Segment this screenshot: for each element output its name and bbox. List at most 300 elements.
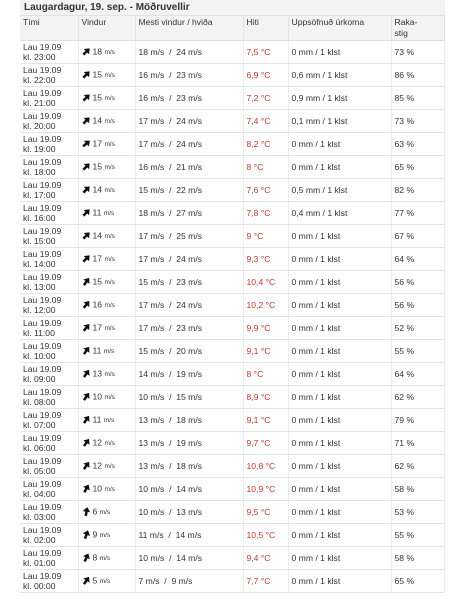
- row-date: Lau 19.09: [23, 456, 62, 466]
- wind-speed: 11: [92, 207, 102, 218]
- humidity-cell: 58 %: [391, 547, 444, 570]
- row-time: kl. 07:00: [23, 420, 56, 430]
- temp-unit: °C: [260, 116, 271, 126]
- time-cell: [20, 64, 78, 87]
- wind-direction-arrow-icon: [82, 139, 91, 148]
- wind-direction-arrow-icon: [82, 369, 91, 378]
- temp-value: 9,3: [246, 254, 259, 264]
- wind-direction-arrow-icon: [82, 254, 91, 263]
- wind-cell: [78, 386, 135, 409]
- temp-cell: [243, 363, 288, 386]
- humidity-cell: 79 %: [391, 409, 444, 432]
- row-date: Lau 19.09: [23, 203, 62, 213]
- observation-table: [20, 16, 445, 593]
- wind-unit: m/s: [103, 417, 115, 424]
- wind-unit: m/s: [103, 348, 115, 355]
- precip-cell: 0 mm / 1 klst: [288, 41, 391, 64]
- temp-unit: °C: [265, 484, 276, 494]
- wind-cell: [78, 64, 135, 87]
- table-row: [20, 133, 444, 156]
- wind-speed: 14: [92, 184, 103, 195]
- wind-direction-arrow-icon: [82, 415, 91, 424]
- wind-speed: 17: [92, 138, 103, 149]
- wind-direction-arrow-icon: [82, 93, 91, 102]
- temp-unit: °C: [253, 162, 264, 172]
- gust-cell: 10 m/s / 13 m/s: [135, 501, 243, 524]
- row-time: kl. 21:00: [23, 98, 56, 108]
- time-cell: [20, 501, 78, 524]
- humidity-cell: 56 %: [391, 271, 444, 294]
- wind-cell: [78, 570, 135, 593]
- row-date: Lau 19.09: [23, 318, 62, 328]
- wind-direction-arrow-icon: [82, 507, 91, 516]
- temp-unit: °C: [265, 300, 276, 310]
- humidity-cell: 67 %: [391, 225, 444, 248]
- wind-speed: 11: [92, 345, 102, 356]
- time-cell: [20, 156, 78, 179]
- precip-cell: 0,5 mm / 1 klst: [288, 179, 391, 202]
- temp-cell: [243, 455, 288, 478]
- col-temp-header: Hiti: [243, 16, 288, 41]
- wind-speed: 10: [92, 483, 103, 494]
- humidity-cell: 73 %: [391, 110, 444, 133]
- wind-unit: m/s: [104, 440, 115, 447]
- table-row: [20, 202, 444, 225]
- precip-cell: 0 mm / 1 klst: [288, 432, 391, 455]
- gust-cell: 16 m/s / 23 m/s: [135, 64, 243, 87]
- wind-cell: [78, 524, 135, 547]
- wind-cell: [78, 271, 135, 294]
- gust-cell: 13 m/s / 18 m/s: [135, 409, 243, 432]
- temp-cell: [243, 340, 288, 363]
- table-row: [20, 386, 444, 409]
- row-date: Lau 19.09: [23, 548, 62, 558]
- wind-direction-arrow-icon: [82, 185, 91, 194]
- row-date: Lau 19.09: [23, 571, 62, 581]
- wind-cell: [78, 317, 135, 340]
- temp-value: 9,4: [246, 553, 259, 563]
- wind-speed: 17: [92, 253, 103, 264]
- temp-cell: [243, 524, 288, 547]
- wind-speed: 12: [92, 460, 103, 471]
- time-cell: [20, 409, 78, 432]
- wind-speed: 15: [92, 161, 103, 172]
- temp-unit: °C: [260, 185, 271, 195]
- temp-value: 7,5: [246, 47, 259, 57]
- page-title: Laugardagur, 19. sep. - Möðruvellir: [20, 0, 445, 16]
- wind-unit: m/s: [104, 325, 115, 332]
- table-row: [20, 317, 444, 340]
- row-time: kl. 03:00: [23, 512, 56, 522]
- row-time: kl. 22:00: [23, 75, 56, 85]
- temp-value: 7,2: [246, 93, 259, 103]
- temp-unit: °C: [253, 369, 264, 379]
- precip-cell: 0 mm / 1 klst: [288, 478, 391, 501]
- precip-cell: 0 mm / 1 klst: [288, 547, 391, 570]
- wind-direction-arrow-icon: [82, 392, 91, 401]
- wind-speed: 8: [92, 552, 98, 563]
- humidity-cell: 55 %: [391, 340, 444, 363]
- gust-cell: 15 m/s / 20 m/s: [135, 340, 243, 363]
- col-time-header: Tími: [20, 16, 78, 41]
- gust-cell: 16 m/s / 21 m/s: [135, 156, 243, 179]
- temp-cell: [243, 87, 288, 110]
- time-cell: [20, 432, 78, 455]
- temp-cell: [243, 133, 288, 156]
- table-row: [20, 432, 444, 455]
- row-date: Lau 19.09: [23, 157, 62, 167]
- row-date: Lau 19.09: [23, 295, 62, 305]
- wind-direction-arrow-icon: [82, 323, 91, 332]
- row-time: kl. 00:00: [23, 581, 56, 591]
- humidity-header-line2: stig: [394, 28, 408, 38]
- temp-unit: °C: [253, 231, 264, 241]
- wind-unit: m/s: [104, 463, 115, 470]
- humidity-cell: 86 %: [391, 64, 444, 87]
- precip-cell: 0 mm / 1 klst: [288, 409, 391, 432]
- humidity-cell: 63 %: [391, 133, 444, 156]
- time-cell: [20, 363, 78, 386]
- temp-unit: °C: [265, 461, 276, 471]
- wind-cell: [78, 225, 135, 248]
- temp-unit: °C: [260, 47, 271, 57]
- temp-value: 7,7: [246, 576, 259, 586]
- gust-cell: 10 m/s / 14 m/s: [135, 478, 243, 501]
- row-time: kl. 13:00: [23, 282, 56, 292]
- temp-cell: [243, 409, 288, 432]
- wind-speed: 16: [92, 299, 103, 310]
- temp-value: 7,4: [246, 116, 259, 126]
- temp-value: 9,7: [246, 438, 259, 448]
- humidity-cell: 62 %: [391, 386, 444, 409]
- temp-value: 10,9: [246, 484, 264, 494]
- temp-cell: [243, 570, 288, 593]
- table-row: [20, 547, 444, 570]
- table-row: [20, 64, 444, 87]
- precip-cell: 0 mm / 1 klst: [288, 271, 391, 294]
- wind-cell: [78, 432, 135, 455]
- wind-unit: m/s: [104, 49, 115, 56]
- wind-unit: m/s: [104, 394, 115, 401]
- precip-cell: 0,1 mm / 1 klst: [288, 110, 391, 133]
- temp-value: 10,4: [246, 277, 264, 287]
- time-cell: [20, 386, 78, 409]
- temp-cell: [243, 478, 288, 501]
- time-cell: [20, 248, 78, 271]
- temp-value: 8,2: [246, 139, 259, 149]
- wind-unit: m/s: [99, 578, 111, 585]
- temp-cell: [243, 547, 288, 570]
- temp-cell: [243, 41, 288, 64]
- precip-cell: 0,6 mm / 1 klst: [288, 64, 391, 87]
- row-time: kl. 02:00: [23, 535, 56, 545]
- humidity-cell: 56 %: [391, 294, 444, 317]
- wind-unit: m/s: [99, 555, 111, 562]
- time-cell: [20, 179, 78, 202]
- row-time: kl. 23:00: [23, 52, 56, 62]
- time-cell: [20, 110, 78, 133]
- precip-cell: 0 mm / 1 klst: [288, 317, 391, 340]
- col-wind-header: Vindur: [78, 16, 135, 41]
- row-time: kl. 15:00: [23, 236, 56, 246]
- row-date: Lau 19.09: [23, 479, 62, 489]
- row-time: kl. 16:00: [23, 213, 56, 223]
- wind-cell: [78, 110, 135, 133]
- row-time: kl. 17:00: [23, 190, 56, 200]
- gust-cell: 17 m/s / 24 m/s: [135, 133, 243, 156]
- precip-cell: 0 mm / 1 klst: [288, 570, 391, 593]
- wind-speed: 15: [92, 69, 103, 80]
- temp-cell: [243, 271, 288, 294]
- gust-cell: 14 m/s / 19 m/s: [135, 363, 243, 386]
- temp-unit: °C: [260, 139, 271, 149]
- gust-cell: 10 m/s / 15 m/s: [135, 386, 243, 409]
- row-time: kl. 09:00: [23, 374, 56, 384]
- gust-cell: 18 m/s / 27 m/s: [135, 202, 243, 225]
- temp-unit: °C: [260, 323, 271, 333]
- row-date: Lau 19.09: [23, 134, 62, 144]
- table-row: [20, 570, 444, 593]
- temp-unit: °C: [260, 346, 271, 356]
- time-cell: [20, 87, 78, 110]
- row-time: kl. 05:00: [23, 466, 56, 476]
- wind-unit: m/s: [104, 279, 115, 286]
- wind-direction-arrow-icon: [82, 47, 91, 56]
- row-date: Lau 19.09: [23, 42, 62, 52]
- humidity-cell: 62 %: [391, 455, 444, 478]
- table-row: [20, 455, 444, 478]
- temp-cell: [243, 501, 288, 524]
- wind-unit: m/s: [104, 72, 115, 79]
- wind-cell: [78, 156, 135, 179]
- time-cell: [20, 271, 78, 294]
- time-cell: [20, 317, 78, 340]
- wind-cell: [78, 179, 135, 202]
- precip-cell: 0 mm / 1 klst: [288, 225, 391, 248]
- time-cell: [20, 570, 78, 593]
- wind-cell: [78, 133, 135, 156]
- wind-unit: m/s: [104, 187, 115, 194]
- wind-speed: 17: [92, 322, 103, 333]
- wind-speed: 6: [92, 506, 98, 517]
- wind-speed: 5: [92, 575, 98, 586]
- humidity-cell: 64 %: [391, 363, 444, 386]
- row-date: Lau 19.09: [23, 341, 62, 351]
- gust-cell: 17 m/s / 24 m/s: [135, 110, 243, 133]
- row-date: Lau 19.09: [23, 502, 62, 512]
- wind-unit: m/s: [99, 532, 111, 539]
- wind-speed: 14: [92, 115, 103, 126]
- temp-value: 7,6: [246, 185, 259, 195]
- temp-unit: °C: [260, 507, 271, 517]
- gust-cell: 17 m/s / 25 m/s: [135, 225, 243, 248]
- row-time: kl. 11:00: [23, 328, 55, 338]
- wind-unit: m/s: [104, 164, 115, 171]
- precip-cell: 0 mm / 1 klst: [288, 248, 391, 271]
- time-cell: [20, 547, 78, 570]
- table-row: [20, 524, 444, 547]
- humidity-cell: 82 %: [391, 179, 444, 202]
- gust-cell: 13 m/s / 18 m/s: [135, 455, 243, 478]
- temp-cell: [243, 202, 288, 225]
- time-cell: [20, 455, 78, 478]
- precip-cell: 0 mm / 1 klst: [288, 386, 391, 409]
- wind-direction-arrow-icon: [82, 553, 91, 562]
- gust-cell: 16 m/s / 23 m/s: [135, 87, 243, 110]
- col-humidity-header: [391, 16, 444, 41]
- temp-value: 9,1: [246, 415, 259, 425]
- table-row: [20, 501, 444, 524]
- wind-direction-arrow-icon: [82, 438, 91, 447]
- table-row: [20, 87, 444, 110]
- table-row: [20, 478, 444, 501]
- humidity-cell: 55 %: [391, 524, 444, 547]
- wind-unit: m/s: [104, 141, 115, 148]
- wind-speed: 9: [92, 529, 98, 540]
- temp-value: 8: [246, 369, 252, 379]
- row-date: Lau 19.09: [23, 433, 62, 443]
- row-time: kl. 12:00: [23, 305, 56, 315]
- row-time: kl. 06:00: [23, 443, 56, 453]
- humidity-cell: 53 %: [391, 501, 444, 524]
- temp-unit: °C: [260, 553, 271, 563]
- precip-cell: 0 mm / 1 klst: [288, 340, 391, 363]
- wind-cell: [78, 478, 135, 501]
- gust-cell: 17 m/s / 24 m/s: [135, 248, 243, 271]
- humidity-cell: 64 %: [391, 248, 444, 271]
- row-time: kl. 08:00: [23, 397, 56, 407]
- wind-unit: m/s: [104, 302, 115, 309]
- temp-value: 10,8: [246, 461, 264, 471]
- wind-unit: m/s: [104, 486, 115, 493]
- temp-cell: [243, 64, 288, 87]
- time-cell: [20, 202, 78, 225]
- temp-value: 9,5: [246, 507, 259, 517]
- gust-cell: 15 m/s / 22 m/s: [135, 179, 243, 202]
- wind-direction-arrow-icon: [82, 277, 91, 286]
- wind-direction-arrow-icon: [82, 70, 91, 79]
- precip-cell: 0 mm / 1 klst: [288, 501, 391, 524]
- wind-speed: 10: [92, 391, 103, 402]
- temp-cell: [243, 110, 288, 133]
- table-row: [20, 110, 444, 133]
- time-cell: [20, 41, 78, 64]
- temp-unit: °C: [265, 277, 276, 287]
- temp-unit: °C: [260, 93, 271, 103]
- precip-cell: 0 mm / 1 klst: [288, 455, 391, 478]
- row-time: kl. 20:00: [23, 121, 56, 131]
- temp-unit: °C: [265, 530, 276, 540]
- row-time: kl. 14:00: [23, 259, 56, 269]
- precip-cell: 0 mm / 1 klst: [288, 294, 391, 317]
- wind-cell: [78, 547, 135, 570]
- temp-value: 8: [246, 162, 252, 172]
- table-row: [20, 340, 444, 363]
- row-time: kl. 01:00: [23, 558, 56, 568]
- temp-value: 6,9: [246, 70, 259, 80]
- table-row: [20, 156, 444, 179]
- temp-cell: [243, 432, 288, 455]
- humidity-cell: 65 %: [391, 570, 444, 593]
- gust-cell: 15 m/s / 23 m/s: [135, 271, 243, 294]
- wind-speed: 15: [92, 276, 103, 287]
- wind-cell: [78, 248, 135, 271]
- temp-unit: °C: [260, 576, 271, 586]
- table-row: [20, 225, 444, 248]
- humidity-header-line1: Raka-: [394, 17, 418, 27]
- temp-cell: [243, 225, 288, 248]
- table-row: [20, 41, 444, 64]
- wind-unit: m/s: [104, 118, 115, 125]
- temp-cell: [243, 386, 288, 409]
- temp-unit: °C: [260, 254, 271, 264]
- time-cell: [20, 478, 78, 501]
- gust-cell: 18 m/s / 24 m/s: [135, 41, 243, 64]
- humidity-cell: 73 %: [391, 41, 444, 64]
- wind-direction-arrow-icon: [82, 484, 91, 493]
- wind-direction-arrow-icon: [82, 530, 91, 539]
- wind-unit: m/s: [104, 233, 115, 240]
- gust-cell: 17 m/s / 24 m/s: [135, 294, 243, 317]
- wind-cell: [78, 202, 135, 225]
- temp-value: 8,9: [246, 392, 259, 402]
- precip-cell: 0,4 mm / 1 klst: [288, 202, 391, 225]
- time-cell: [20, 133, 78, 156]
- table-row: [20, 363, 444, 386]
- temp-cell: [243, 317, 288, 340]
- wind-direction-arrow-icon: [82, 116, 91, 125]
- row-date: Lau 19.09: [23, 226, 62, 236]
- row-date: Lau 19.09: [23, 180, 62, 190]
- row-date: Lau 19.09: [23, 364, 62, 374]
- time-cell: [20, 225, 78, 248]
- temp-cell: [243, 179, 288, 202]
- wind-cell: [78, 501, 135, 524]
- humidity-cell: 71 %: [391, 432, 444, 455]
- row-date: Lau 19.09: [23, 387, 62, 397]
- wind-direction-arrow-icon: [82, 300, 91, 309]
- wind-cell: [78, 87, 135, 110]
- table-header-row: [20, 16, 444, 41]
- row-time: kl. 19:00: [23, 144, 56, 154]
- col-gust-header: Mesti vindur / hviða: [135, 16, 243, 41]
- humidity-cell: 52 %: [391, 317, 444, 340]
- gust-cell: 13 m/s / 19 m/s: [135, 432, 243, 455]
- table-row: [20, 248, 444, 271]
- temp-value: 7,8: [246, 208, 259, 218]
- wind-cell: [78, 294, 135, 317]
- wind-speed: 14: [92, 230, 103, 241]
- row-date: Lau 19.09: [23, 65, 62, 75]
- wind-direction-arrow-icon: [82, 162, 91, 171]
- temp-cell: [243, 294, 288, 317]
- row-date: Lau 19.09: [23, 249, 62, 259]
- precip-cell: 0,9 mm / 1 klst: [288, 87, 391, 110]
- temp-value: 9,9: [246, 323, 259, 333]
- temp-cell: [243, 156, 288, 179]
- temp-unit: °C: [260, 70, 271, 80]
- gust-cell: 7 m/s / 9 m/s: [135, 570, 243, 593]
- table-row: [20, 271, 444, 294]
- temp-cell: [243, 248, 288, 271]
- wind-unit: m/s: [104, 95, 115, 102]
- gust-cell: 11 m/s / 14 m/s: [135, 524, 243, 547]
- table-row: [20, 179, 444, 202]
- humidity-cell: 85 %: [391, 87, 444, 110]
- row-date: Lau 19.09: [23, 410, 62, 420]
- row-date: Lau 19.09: [23, 272, 62, 282]
- temp-value: 10,2: [246, 300, 264, 310]
